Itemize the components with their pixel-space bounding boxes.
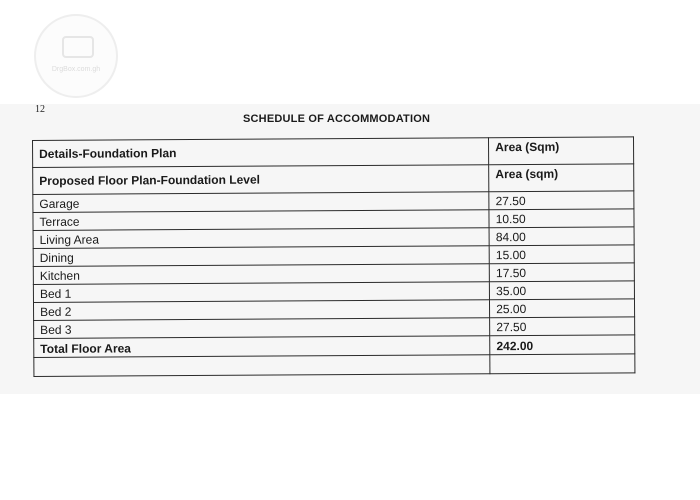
empty-cell xyxy=(34,355,490,377)
table-header-row xyxy=(33,137,634,168)
page-number: 12 xyxy=(35,104,45,115)
room-name-cell: Bed 3 xyxy=(34,318,490,339)
room-name-cell: Dining xyxy=(33,246,489,267)
room-name-cell: Kitchen xyxy=(33,264,489,285)
room-area-cell: 17.50 xyxy=(489,263,634,282)
room-area-cell: 27.50 xyxy=(490,317,635,336)
empty-cell xyxy=(490,354,635,374)
room-area-cell: 25.00 xyxy=(490,299,635,318)
room-name-cell: Garage xyxy=(33,192,489,213)
header-cell-label: Proposed Floor Plan-Foundation Level xyxy=(33,165,489,195)
watermark-emblem-icon xyxy=(62,36,94,58)
room-area-cell: 84.00 xyxy=(489,227,634,246)
accommodation-table xyxy=(32,136,635,377)
header-cell-unit: Area (Sqm) xyxy=(489,137,634,165)
room-name-cell: Terrace xyxy=(33,210,489,231)
room-name-cell: Bed 1 xyxy=(33,282,489,303)
room-area-cell: 27.50 xyxy=(489,191,634,210)
watermark-logo xyxy=(34,14,118,98)
watermark-text: DrgBox.com.gh xyxy=(51,66,101,73)
room-name-cell: Bed 2 xyxy=(33,300,489,321)
document-title: SCHEDULE OF ACCOMMODATION xyxy=(243,113,431,125)
accommodation-table-wrapper xyxy=(32,136,635,377)
room-name-cell: Living Area xyxy=(33,228,489,249)
total-label-cell: Total Floor Area xyxy=(34,336,490,358)
room-area-cell: 35.00 xyxy=(490,281,635,300)
empty-row xyxy=(34,354,635,377)
header-cell-unit: Area (sqm) xyxy=(489,164,634,192)
header-cell-label: Details-Foundation Plan xyxy=(33,138,489,168)
room-area-cell: 10.50 xyxy=(489,209,634,228)
room-area-cell: 15.00 xyxy=(489,245,634,264)
table-header-row xyxy=(33,164,634,195)
total-value-cell: 242.00 xyxy=(490,335,635,355)
